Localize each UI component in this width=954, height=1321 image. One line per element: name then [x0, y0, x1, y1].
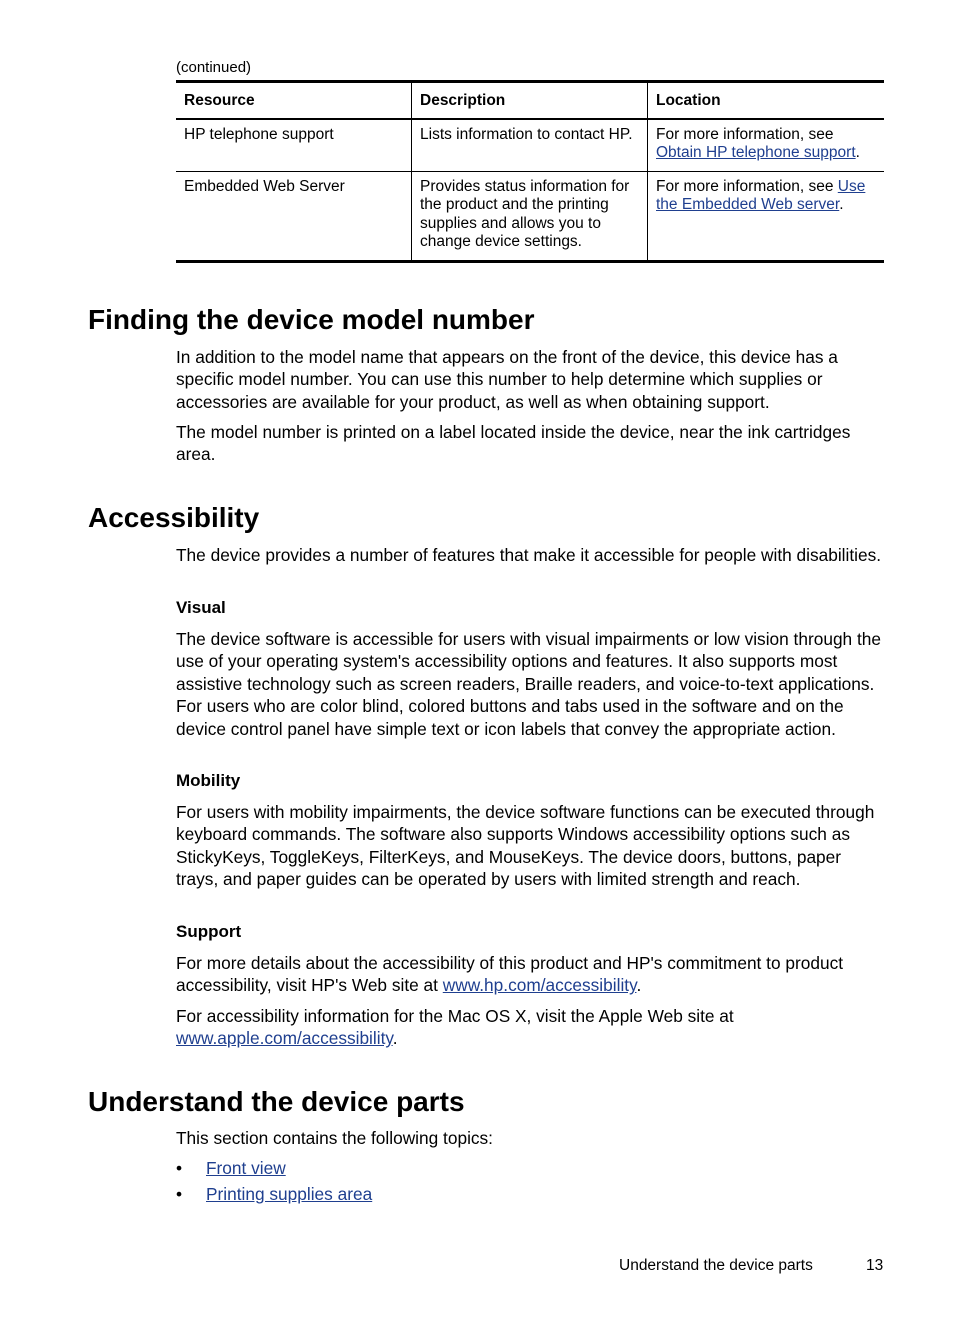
support-suffix-2: .	[392, 1028, 398, 1049]
support-suffix-1: .	[636, 975, 642, 996]
link-hp-accessibility[interactable]: www.hp.com/accessibility	[442, 975, 637, 996]
cell-description: Lists information to contact HP.	[412, 119, 648, 172]
header-location: Location	[648, 82, 885, 119]
cell-description: Provides status information for the product and the printing supplies and allows you to change device settings.	[412, 171, 648, 261]
link-use-embedded-web-server[interactable]: Use the Embedded Web server	[656, 177, 866, 213]
resource-table	[176, 80, 884, 263]
link-printing-supplies-area[interactable]: Printing supplies area	[206, 1184, 373, 1204]
mobility-paragraph: For users with mobility impairments, the device software functions can be executed through keyboard commands. The software also supports Windows accessibility options such as StickyKeys, ToggleKeys, FilterKeys, and MouseKeys. The device doors, buttons, paper trays, and paper guides can be operated by users with limited strength and reach.	[176, 802, 875, 890]
topics-list	[176, 1157, 372, 1209]
location-suffix: .	[839, 196, 844, 213]
table-row	[176, 119, 884, 172]
model-number-paragraph-2: The model number is printed on a label located inside the device, near the ink cartridges area.	[176, 422, 851, 465]
cell-resource: HP telephone support	[176, 119, 412, 172]
support-text-2: For accessibility information for the Mac OS X, visit the Apple Web site at	[176, 1006, 734, 1026]
continued-label: (continued)	[176, 59, 252, 76]
cell-resource: Embedded Web Server	[184, 177, 345, 195]
cell-location	[648, 171, 885, 261]
support-text-1: For more details about the accessibility of this product and HP's commitment to product accessibility, visit HP's Web site at	[176, 953, 844, 996]
link-obtain-hp-telephone-support[interactable]: Obtain HP telephone support	[656, 144, 856, 161]
footer-page-number: 13	[866, 1257, 884, 1274]
bullet-icon: •	[176, 1184, 183, 1204]
subheading-mobility: Mobility	[176, 771, 241, 790]
visual-paragraph: The device software is accessible for users with visual impairments or low vision through the use of your operating system's accessibility options and features. It also supports most assistive technology such as screen readers, Braille readers, and voice-to-text applications. For users who are color blind, colored buttons and tabs used in the software and on the device control panel have simple text or icon labels that convey the appropriate action.	[176, 629, 881, 739]
link-apple-accessibility[interactable]: www.apple.com/accessibility	[176, 1028, 393, 1049]
header-resource: Resource	[176, 82, 412, 119]
footer-section-name: Understand the device parts	[619, 1257, 813, 1274]
list-item	[176, 1157, 372, 1183]
location-prefix: For more information, see	[656, 125, 834, 143]
header-description: Description	[412, 82, 648, 119]
subheading-support: Support	[176, 922, 242, 941]
model-number-paragraph-1: In addition to the model name that appears on the front of the device, this device has a specific model number. You can use this number to help determine which supplies or accessories are available for your product, as well as when obtaining support.	[176, 347, 838, 412]
device-parts-intro: This section contains the following topics:	[176, 1128, 493, 1148]
list-item	[176, 1183, 372, 1209]
location-suffix: .	[855, 144, 860, 161]
accessibility-intro: The device provides a number of features that make it accessible for people with disabilities.	[176, 545, 882, 565]
support-paragraph-1	[176, 952, 884, 997]
link-front-view[interactable]: Front view	[206, 1158, 286, 1178]
heading-finding-model-number: Finding the device model number	[88, 304, 535, 335]
heading-understand-device-parts: Understand the device parts	[88, 1086, 465, 1117]
table-row	[176, 171, 884, 261]
bullet-icon: •	[176, 1158, 183, 1178]
heading-accessibility: Accessibility	[88, 502, 260, 533]
cell-location	[648, 119, 885, 172]
subheading-visual: Visual	[176, 598, 226, 617]
location-prefix: For more information, see	[656, 177, 838, 195]
support-paragraph-2	[176, 1005, 884, 1050]
table-header-row	[176, 82, 884, 119]
